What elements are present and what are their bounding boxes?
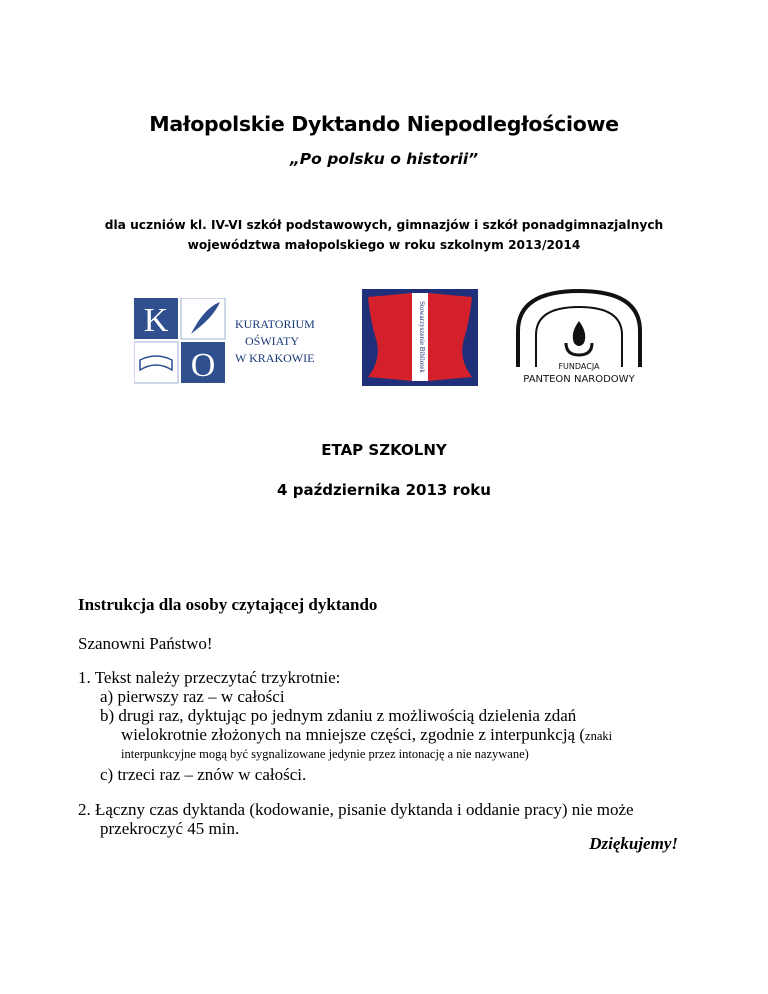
- instructions-heading: Instrukcja dla osoby czytającej dyktando: [78, 595, 378, 614]
- document-subtitle: „Po polsku o historii”: [289, 150, 479, 168]
- instruction-point-1a: a) pierwszy raz – w całości: [100, 687, 285, 706]
- instruction-point-1b-line-2-small: znaki: [585, 729, 613, 743]
- book-spine-text: Stowarzyszenie Bibliotek: [418, 301, 426, 373]
- logo-letter-o: O: [190, 347, 216, 384]
- ko-line-2: OŚWIATY: [245, 334, 299, 348]
- thanks: Dziękujemy!: [589, 834, 678, 853]
- audience-line-2: województwa małopolskiego w roku szkolnym 2013/2014: [187, 238, 581, 252]
- instruction-point-1b-line-3: interpunkcyjne mogą być sygnalizowane jedynie przez intonację a nie nazywane): [121, 747, 529, 761]
- panteon-line-1: FUNDACJA: [558, 362, 600, 371]
- panteon-line-2: PANTEON NARODOWY: [523, 374, 635, 385]
- panteon-logo: [514, 287, 644, 388]
- audience-line-1: dla uczniów kl. IV-VI szkół podstawowych, gimnazjów i szkół ponadgimnazjalnych: [104, 218, 664, 232]
- instruction-point-1b-line-1: b) drugi raz, dyktując po jednym zdaniu z możliwością dzielenia zdań: [100, 706, 577, 725]
- logo-letter-k: K: [143, 302, 169, 339]
- ko-line-1: KURATORIUM: [235, 317, 315, 331]
- instruction-point-2-line-2: przekroczyć 45 min.: [100, 819, 240, 838]
- instruction-point-2-line-1: 2. Łączny czas dyktanda (kodowanie, pisanie dyktanda i oddanie pracy) nie może: [78, 800, 634, 819]
- kuratorium-logo: [134, 298, 344, 384]
- instruction-point-1b-line-2: [121, 725, 612, 746]
- document-title: Małopolskie Dyktando Niepodległościowe: [149, 112, 619, 136]
- flame-icon: [573, 321, 585, 346]
- greeting: Szanowni Państwo!: [78, 634, 213, 653]
- ko-line-3: W KRAKOWIE: [235, 351, 315, 365]
- book-logo: [362, 289, 478, 386]
- instruction-point-1b-line-2-text: wielokrotnie złożonych na mniejsze części, zgodnie z interpunkcją (: [121, 725, 586, 744]
- stage-date: 4 października 2013 roku: [277, 481, 491, 499]
- stage-label: ETAP SZKOLNY: [321, 441, 447, 459]
- instruction-point-1: 1. Tekst należy przeczytać trzykrotnie:: [78, 668, 341, 687]
- instruction-point-1c: c) trzeci raz – znów w całości.: [100, 765, 307, 784]
